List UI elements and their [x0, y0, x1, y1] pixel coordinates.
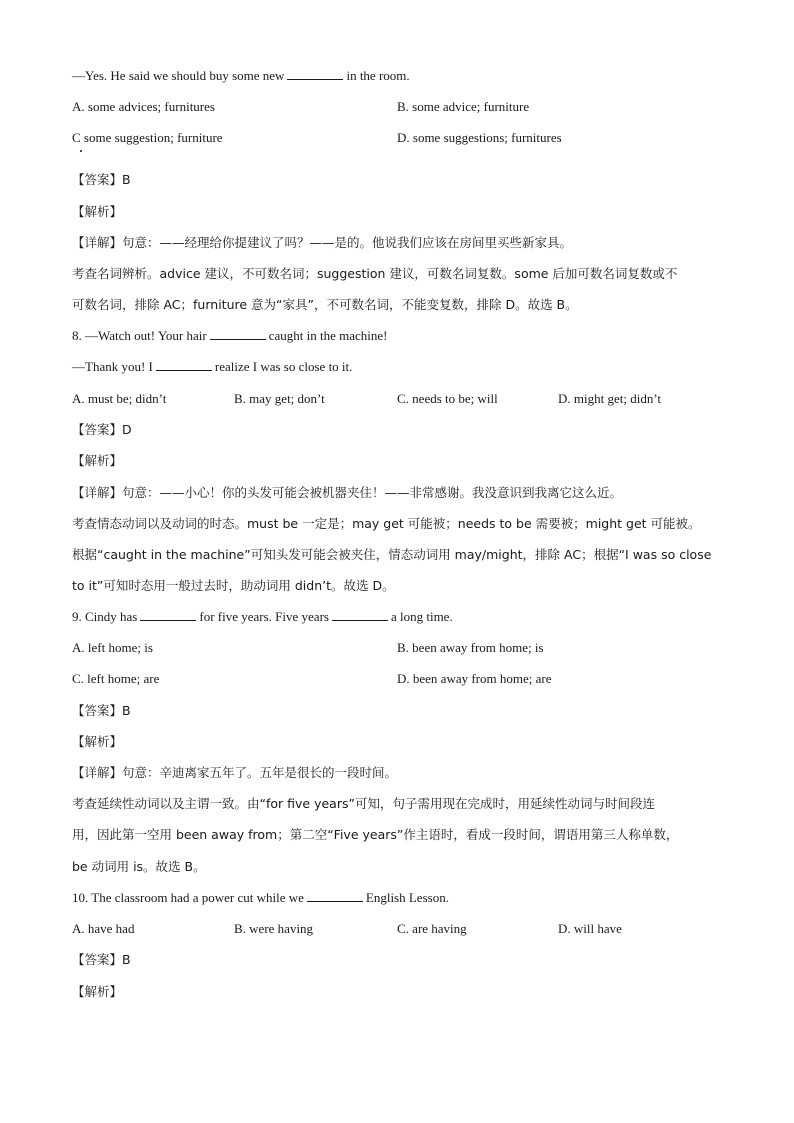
- q9-analysis-label: 【解析】: [72, 734, 123, 749]
- q9-option-d: D. been away from home; are: [397, 671, 552, 686]
- q7-response-post: in the room.: [346, 68, 410, 83]
- q10-option-c: C. are having: [397, 921, 467, 936]
- q7-detail: 【详解】句意：——经理给你提建议了吗？——是的。他说我们应该在房间里买些新家具。: [72, 235, 573, 250]
- q8-line-2-post: realize I was so close to it.: [214, 359, 353, 374]
- q9-line-1: [72, 607, 453, 627]
- q10-option-a: A. have had: [72, 921, 135, 936]
- q9-explain-2: 用，因此第一空用 been away from；第二空“Five years”作主语时，看成一段时间，谓语用第三人称单数，: [72, 827, 679, 842]
- q10-line-1-pre: 10. The classroom had a power cut while we: [72, 890, 304, 905]
- q9-answer: 【答案】B: [72, 703, 131, 718]
- q10-option-d: D. will have: [558, 921, 622, 936]
- q9-explain-3: be 动词用 is。故选 B。: [72, 859, 206, 874]
- q10-line-1: [72, 888, 449, 908]
- q7-option-d: D. some suggestions; furnitures: [397, 130, 562, 145]
- q8-answer: 【答案】D: [72, 422, 132, 437]
- q7-analysis-label: 【解析】: [72, 204, 123, 219]
- q8-blank-1: [210, 327, 266, 340]
- q8-explain-2: 根据“caught in the machine”可知头发可能会被夹住，情态动词用 may/might，排除 AC；根据“I was so close: [72, 547, 712, 562]
- q9-blank-1: [140, 608, 196, 621]
- q8-option-b: B. may get; don’t: [234, 391, 325, 406]
- q7-response-pre: —Yes. He said we should buy some new: [72, 68, 285, 83]
- q8-line-2-pre: —Thank you! I: [72, 359, 153, 374]
- q8-line-1-post: caught in the machine!: [268, 328, 388, 343]
- q9-line-1-post: a long time.: [390, 609, 453, 624]
- q9-option-c: C. left home; are: [72, 671, 160, 686]
- q8-analysis-label: 【解析】: [72, 453, 123, 468]
- q10-blank: [307, 889, 363, 902]
- q10-line-1-post: English Lesson.: [365, 890, 449, 905]
- q7-blank: [287, 67, 343, 80]
- q8-detail: 【详解】句意：——小心！你的头发可能会被机器夹住！——非常感谢。我没意识到我离它这么近。: [72, 485, 623, 500]
- q7-response-line: [72, 66, 410, 86]
- q9-option-a: A. left home; is: [72, 640, 153, 655]
- q8-explain-3: to it”可知时态用一般过去时，助动词用 didn’t。故选 D。: [72, 578, 395, 593]
- q9-blank-2: [332, 608, 388, 621]
- q9-line-1-mid: for five years. Five years: [199, 609, 329, 624]
- q10-option-b: B. were having: [234, 921, 314, 936]
- q8-option-c: C. needs to be; will: [397, 391, 498, 406]
- q8-explain-1: 考查情态动词以及动词的时态。must be 一定是；may get 可能被；needs to be 需要被；might get 可能被。: [72, 516, 701, 531]
- q7-explain-1: 考查名词辨析。advice 建议，不可数名词；suggestion 建议，可数名词复数。some 后加可数名词复数或不: [72, 266, 678, 281]
- q8-option-a: A. must be; didn’t: [72, 391, 167, 406]
- q9-explain-1: 考查延续性动词以及主谓一致。由“for five years”可知，句子需用现在完成时，用延续性动词与时间段连: [72, 796, 655, 811]
- q9-detail: 【详解】句意：辛迪离家五年了。五年是很长的一段时间。: [72, 765, 398, 780]
- q10-analysis-label: 【解析】: [72, 984, 123, 999]
- q7-option-b: B. some advice; furniture: [397, 99, 530, 114]
- q7-option-c: C some suggestion; furniture: [72, 130, 223, 145]
- q8-line-2: [72, 357, 352, 377]
- q7-option-a: A. some advices; furnitures: [72, 99, 215, 114]
- q8-line-1: [72, 326, 387, 346]
- q7-answer: 【答案】B: [72, 172, 131, 187]
- q9-option-b: B. been away from home; is: [397, 640, 544, 655]
- q8-blank-2: [156, 358, 212, 371]
- q7-option-c-dot: [80, 150, 82, 152]
- q8-line-1-pre: 8. —Watch out! Your hair: [72, 328, 207, 343]
- q10-answer: 【答案】B: [72, 952, 131, 967]
- q7-explain-2: 可数名词，排除 AC；furniture 意为“家具”，不可数名词，不能变复数，排除 D。故选 B。: [72, 297, 578, 312]
- q9-line-1-pre: 9. Cindy has: [72, 609, 138, 624]
- q8-option-d: D. might get; didn’t: [558, 391, 662, 406]
